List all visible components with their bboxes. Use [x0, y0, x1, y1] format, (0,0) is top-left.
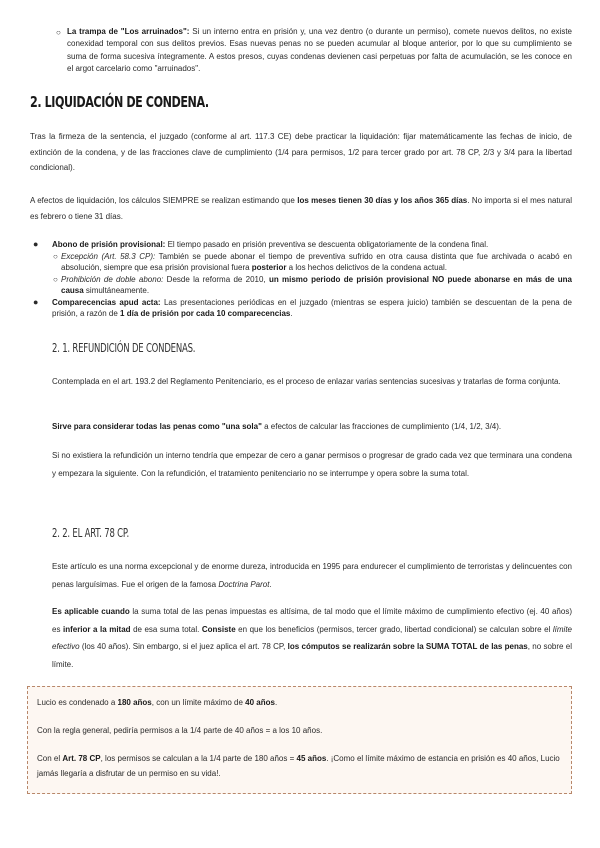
paragraph: Si no existiera la refundición un interno tendría que empezar de cero a ganar permisos o progresar de grado cada vez que terminara una condena y empezara la siguiente. Con la refundición, el tratamiento penitenciario no se interrumpe y opera sobre la suma total.	[52, 451, 572, 478]
paragraph: A efectos de liquidación, los cálculos SIEMPRE se realizan estimando que los meses tienen 30 días y los años 365 días. No importa si el mes natural es febrero o tiene 31 días.	[30, 196, 572, 221]
example-line: Con el Art. 78 CP, los permisos se calculan a la 1/4 parte de 180 años = 45 años. ¡Como el límite máximo de estancia en prisión es 40 años, Lucio jamás llegaría a disfrutar de un permiso en su vida!.	[37, 754, 560, 778]
item-title: La trampa de "Los arruinados":	[67, 27, 190, 36]
bullet-icon: ●	[33, 296, 39, 307]
subsection-heading: 2. 1. REFUNDICIÓN DE CONDENAS.	[52, 340, 196, 355]
hollow-bullet-icon: ○	[53, 251, 58, 261]
example-box	[27, 686, 572, 794]
paragraph: Tras la firmeza de la sentencia, el juzgado (conforme al art. 117.3 CE) debe practicar la liquidación: fijar matemáticamente las fechas de inicio, de extinción de la condena, y de las fracciones clave de cumplimiento (1/4 para permisos, 1/2 para tercer grado por art. 78 CP, 2/3 y 3/4 para la libertad condicional).	[30, 132, 572, 172]
bullet-icon: ●	[33, 239, 39, 249]
paragraph: Es aplicable cuando la suma total de las penas impuestas es altísima, de tal modo que el límite máximo de cumplimiento efectivo (ej. 40 años) es inferior a la mitad de esa suma total. Consiste en que los beneficios (permisos, tercer grado, libertad condicional) se calculan sobre el límite efectivo (los 40 años). Sin embargo, si el juez aplica el art. 78 CP, los cómputos se realizarán sobre la SUMA TOTAL de las penas, no sobre el límite.	[52, 607, 572, 669]
paragraph: Este artículo es una norma excepcional y de enorme dureza, introducida en 1995 para endurecer el cumplimiento de terroristas y delincuentes con penas larguísimas. Fue el origen de la famosa Doctrina Parot.	[52, 562, 572, 589]
example-line: Lucio es condenado a 180 años, con un límite máximo de 40 años.	[37, 698, 278, 707]
paragraph: Sirve para considerar todas las penas como "una sola" a efectos de calcular las fracciones de cumplimiento (1/4, 1/2, 3/4).	[52, 422, 502, 431]
list-item: ○ Prohibición de doble abono: Desde la reforma de 2010, un mismo periodo de prisión provisional NO puede abonarse en más de una causa simultáneamente.	[53, 274, 573, 295]
subsection-heading: 2. 2. EL ART. 78 CP.	[52, 525, 129, 540]
section-heading: 2. LIQUIDACIÓN DE CONDENA.	[30, 93, 209, 111]
example-line: Con la regla general, pediría permisos a la 1/4 parte de 40 años = a los 10 años.	[37, 726, 323, 735]
list-item: ● Abono de prisión provisional: El tiempo pasado en prisión preventiva se descuenta obligatoriamente de la condena final.	[33, 239, 489, 249]
list-item: ● Comparecencias apud acta: Las presentaciones periódicas en el juzgado (mientras se espera juicio) también se descuentan de la pena de prisión, a razón de 1 día de prisión por cada 10 comparecencias.	[33, 296, 573, 318]
hollow-bullet-icon: ○	[53, 274, 58, 284]
bullet-list	[30, 239, 572, 320]
list-item: ○ La trampa de "Los arruinados": Si un interno entra en prisión y, una vez dentro (o durante un permiso), comete nuevos delitos, no existe conexidad temporal con sus delitos previos. Esas nuevas penas no se pueden acumular al bloque anterior, por lo que su cumplimiento se suma de forma sucesiva íntegramente. A estos presos, cuyas condenas devienen casi perpetuas por falta de acumulación, se les conoce en el argot carcelario como "arruinados".	[56, 27, 572, 73]
hollow-bullet-icon: ○	[56, 28, 61, 37]
list-item: ○ Excepción (Art. 58.3 CP): También se puede abonar el tiempo de preventiva sufrido en otra causa distinta que fue archivada o acabó en absolución, siempre que esa prisión provisional fuera posterior a los hechos delictivos de la condena actual.	[53, 251, 573, 272]
paragraph: Contemplada en el art. 193.2 del Reglamento Penitenciario, es el proceso de enlazar varias sentencias sucesivas y tratarlas de forma conjunta.	[52, 377, 561, 386]
